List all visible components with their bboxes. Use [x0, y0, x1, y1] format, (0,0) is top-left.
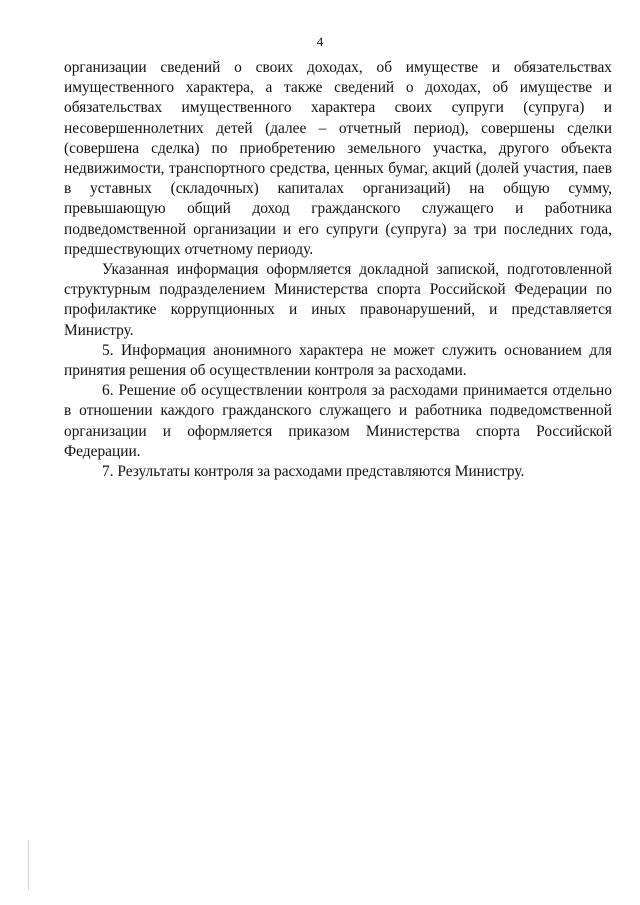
paragraph-continuation: организации сведений о своих доходах, об имуществе и обязательствах имущественного характера, а также сведений о доходах, об имуществе и обязательствах имущественного характера своих супруги (супруга) и несовершеннолетних детей (далее – отчетный период), совершены сделки (совершена сделка) по приобретению земельного участка, другого объекта недвижимости, транспортного средства, ценных бумаг, акций (долей участия, паев в уставных (складочных) капиталах организаций) на общую сумму, превышающую общий доход гражданского служащего и работника подведомственной организации и его супруги (супруга) за три последних года, предшествующих отчетному периоду.: [64, 59, 612, 258]
paragraph-item-5: 5. Информация анонимного характера не может служить основанием для принятия решения об осуществлении контроля за расходами.: [64, 341, 612, 380]
document-body: [64, 58, 612, 482]
paragraph-memo-info: Указанная информация оформляется докладной запиской, подготовленной структурным подразделением Министерства спорта Российской Федерации по профилактике коррупционных и иных правонарушений, и представляется Министру.: [64, 261, 612, 339]
paragraph-item-6: 6. Решение об осуществлении контроля за расходами принимается отдельно в отношении каждого гражданского служащего и работника подведомственной организации и оформляется приказом Министерства спорта Российской Федерации.: [64, 382, 612, 460]
scan-edge-mark: [28, 840, 29, 890]
paragraph-item-7: 7. Результаты контроля за расходами представляются Министру.: [102, 463, 525, 481]
page-number: 4: [316, 34, 324, 49]
